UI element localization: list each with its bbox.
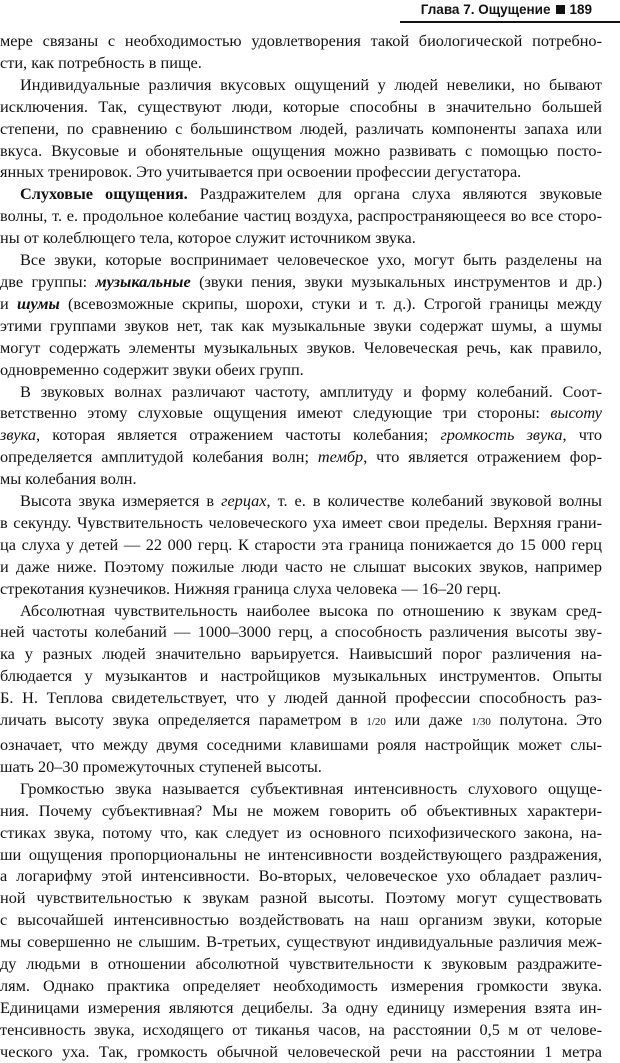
page-number: 189 — [569, 2, 592, 17]
text-line: ней частоты колебаний — 1000–3000 герц, а способность различения высоты зву- — [0, 622, 602, 642]
text-line: мы совершенно не слышим. В-третьих, существуют индивидуальные различия меж- — [0, 932, 602, 952]
text-line: ветственно этому слуховые ощущения имеют следующие три стороны: высоту — [0, 403, 602, 423]
text-line: мы колебания волн. — [0, 469, 137, 489]
text-line: ка у разных людей значительно варьируется. Наивысший порог различения на- — [0, 644, 602, 664]
emphasis-term: звука — [0, 425, 36, 445]
emphasis-term: высоту — [550, 403, 602, 423]
text-line: ца слуха у детей — 22 000 герц. К старости эта граница понижается до 15 000 герц — [0, 534, 602, 554]
text-line: стрекотания кузнечиков. Нижняя граница слуха человека — 16–20 герц. — [0, 578, 502, 598]
text-line: личать высоту звука определяется параметром в 1/20 или даже 1/30 полутона. Это — [0, 710, 602, 730]
text-line: Все звуки, которые воспринимает человеческое ухо, могут быть разделены на — [20, 250, 602, 270]
text-line: ческого уха. Так, громкость обычной человеческой речи на расстоянии 1 метра — [0, 1041, 602, 1061]
header-text — [421, 2, 592, 17]
text-line: исключения. Так, существуют люди, которые способны в значительно большей — [0, 96, 602, 116]
text-line: шать 20–30 промежуточных ступеней высоты. — [0, 756, 322, 776]
emphasis-term: герцах — [221, 491, 267, 511]
fraction: 1/20 — [366, 716, 386, 729]
text-line: лям. Однако практика определяет необходимость измерения громкости звука. — [0, 975, 602, 995]
text-line: ной чувствительностью к звукам разной высоты. Поэтому могут существовать — [0, 888, 602, 908]
text-line: ния. Почему субъективная? Мы не можем говорить об объективных характери- — [0, 800, 602, 820]
text-line: вкуса. Вкусовые и обонятельные ощущения можно развивать с помощью посто- — [0, 140, 602, 160]
emphasis-term: шумы — [16, 293, 60, 313]
text-line: две группы: музыкальные (звуки пения, звуки музыкальных инструментов и др.) — [0, 271, 602, 291]
text-line: Высота звука измеряется в герцах, т. е. в количестве колебаний звуковой волны — [20, 491, 602, 511]
text-line: сти, как потребность в пище. — [0, 52, 202, 72]
text-line: этими группами звуков нет, так как музыкальные звуки содержат шумы, а шумы — [0, 315, 602, 335]
text-line: янных тренировок. Это учитывается при освоении профессии дегустатора. — [0, 162, 522, 182]
text-line: ду людьми в отношении абсолютной чувствительности к звуковым раздражите- — [0, 954, 602, 974]
header-rule — [400, 21, 620, 23]
text-line: Громкостью звука называется субъективная интенсивность слухового ощуще- — [20, 778, 602, 798]
text-line: Слуховые ощущения. Раздражителем для органа слуха являются звуковые — [20, 184, 602, 204]
text-line: определяется амплитудой колебания волн; тембр, что является отражением фор- — [0, 447, 602, 467]
running-header — [0, 0, 620, 24]
text-line: степени, по сравнению с большинством людей, различать компоненты запаха или — [0, 118, 602, 138]
chapter-title: Глава 7. Ощущение — [420, 2, 551, 17]
text-line: в секунду. Чувствительность человеческого уха имеет свои пределы. Верхняя грани- — [0, 512, 602, 532]
text-line: стиках звука, потому что, как следует из основного психофизического закона, на- — [0, 822, 602, 842]
emphasis-term: тембр — [317, 447, 364, 467]
text-line: а логарифму этой интенсивности. Во-вторых, человеческое ухо обладает различ- — [0, 866, 602, 886]
text-line: Индивидуальные различия вкусовых ощущений у людей невелики, но бывают — [20, 74, 602, 94]
text-line: ны от колеблющего тела, которое служит источником звука. — [0, 228, 416, 248]
text-line: звука, которая является отражением частоты колебания; громкость звука, что — [0, 425, 602, 445]
fraction: 1/30 — [471, 716, 491, 729]
text-line: блюдается у музыкантов и настройщиков музыкальных инструментов. Опыты — [0, 666, 602, 686]
text-line: тенсивность звука, исходящего от тиканья часов, на расстоянии 0,5 м от челове- — [0, 1019, 602, 1039]
text-line: означает, что между двумя соседними клавишами рояля настройщик может слы- — [0, 735, 602, 754]
text-line: с высочайшей интенсивностью воздействовать на наш организм звуки, которые — [0, 910, 602, 930]
text-line: Б. Н. Теплова свидетельствует, что у людей данной профессии способность раз- — [0, 688, 602, 708]
square-bullet-icon — [556, 5, 565, 14]
text-line: В звуковых волнах различают частоту, амплитуду и форму колебаний. Соот- — [20, 381, 602, 401]
text-line: и шумы (всевозможные скрипы, шорохи, стуки и т. д.). Строгой границы между — [0, 293, 602, 313]
text-line: мере связаны с необходимостью удовлетворения такой биологической потребно- — [0, 31, 602, 50]
emphasis-term: музыкальные — [95, 271, 191, 291]
body-text — [0, 30, 602, 1063]
emphasis-term: громкость звука — [440, 425, 563, 445]
text-line: ши ощущения пропорциональны не интенсивности воздействующего раздражения, — [0, 844, 602, 864]
text-line: волны, т. е. продольное колебание частиц воздуха, распространяющееся во все сторо- — [0, 206, 602, 226]
text-line: могут содержать элементы музыкальных звуков. Человеческая речь, как правило, — [0, 337, 602, 357]
text-line: Абсолютная чувствительность наиболее высока по отношению к звукам сред- — [20, 600, 602, 620]
section-heading: Слуховые ощущения. — [20, 184, 188, 204]
text-line: и даже ниже. Поэтому пожилые люди часто не слышат высоких звуков, например — [0, 556, 602, 576]
text-line: Единицами измерения являются децибелы. За одну единицу измерения взята ин- — [0, 997, 602, 1017]
text-line: одновременно содержит звуки обеих групп. — [0, 359, 304, 379]
